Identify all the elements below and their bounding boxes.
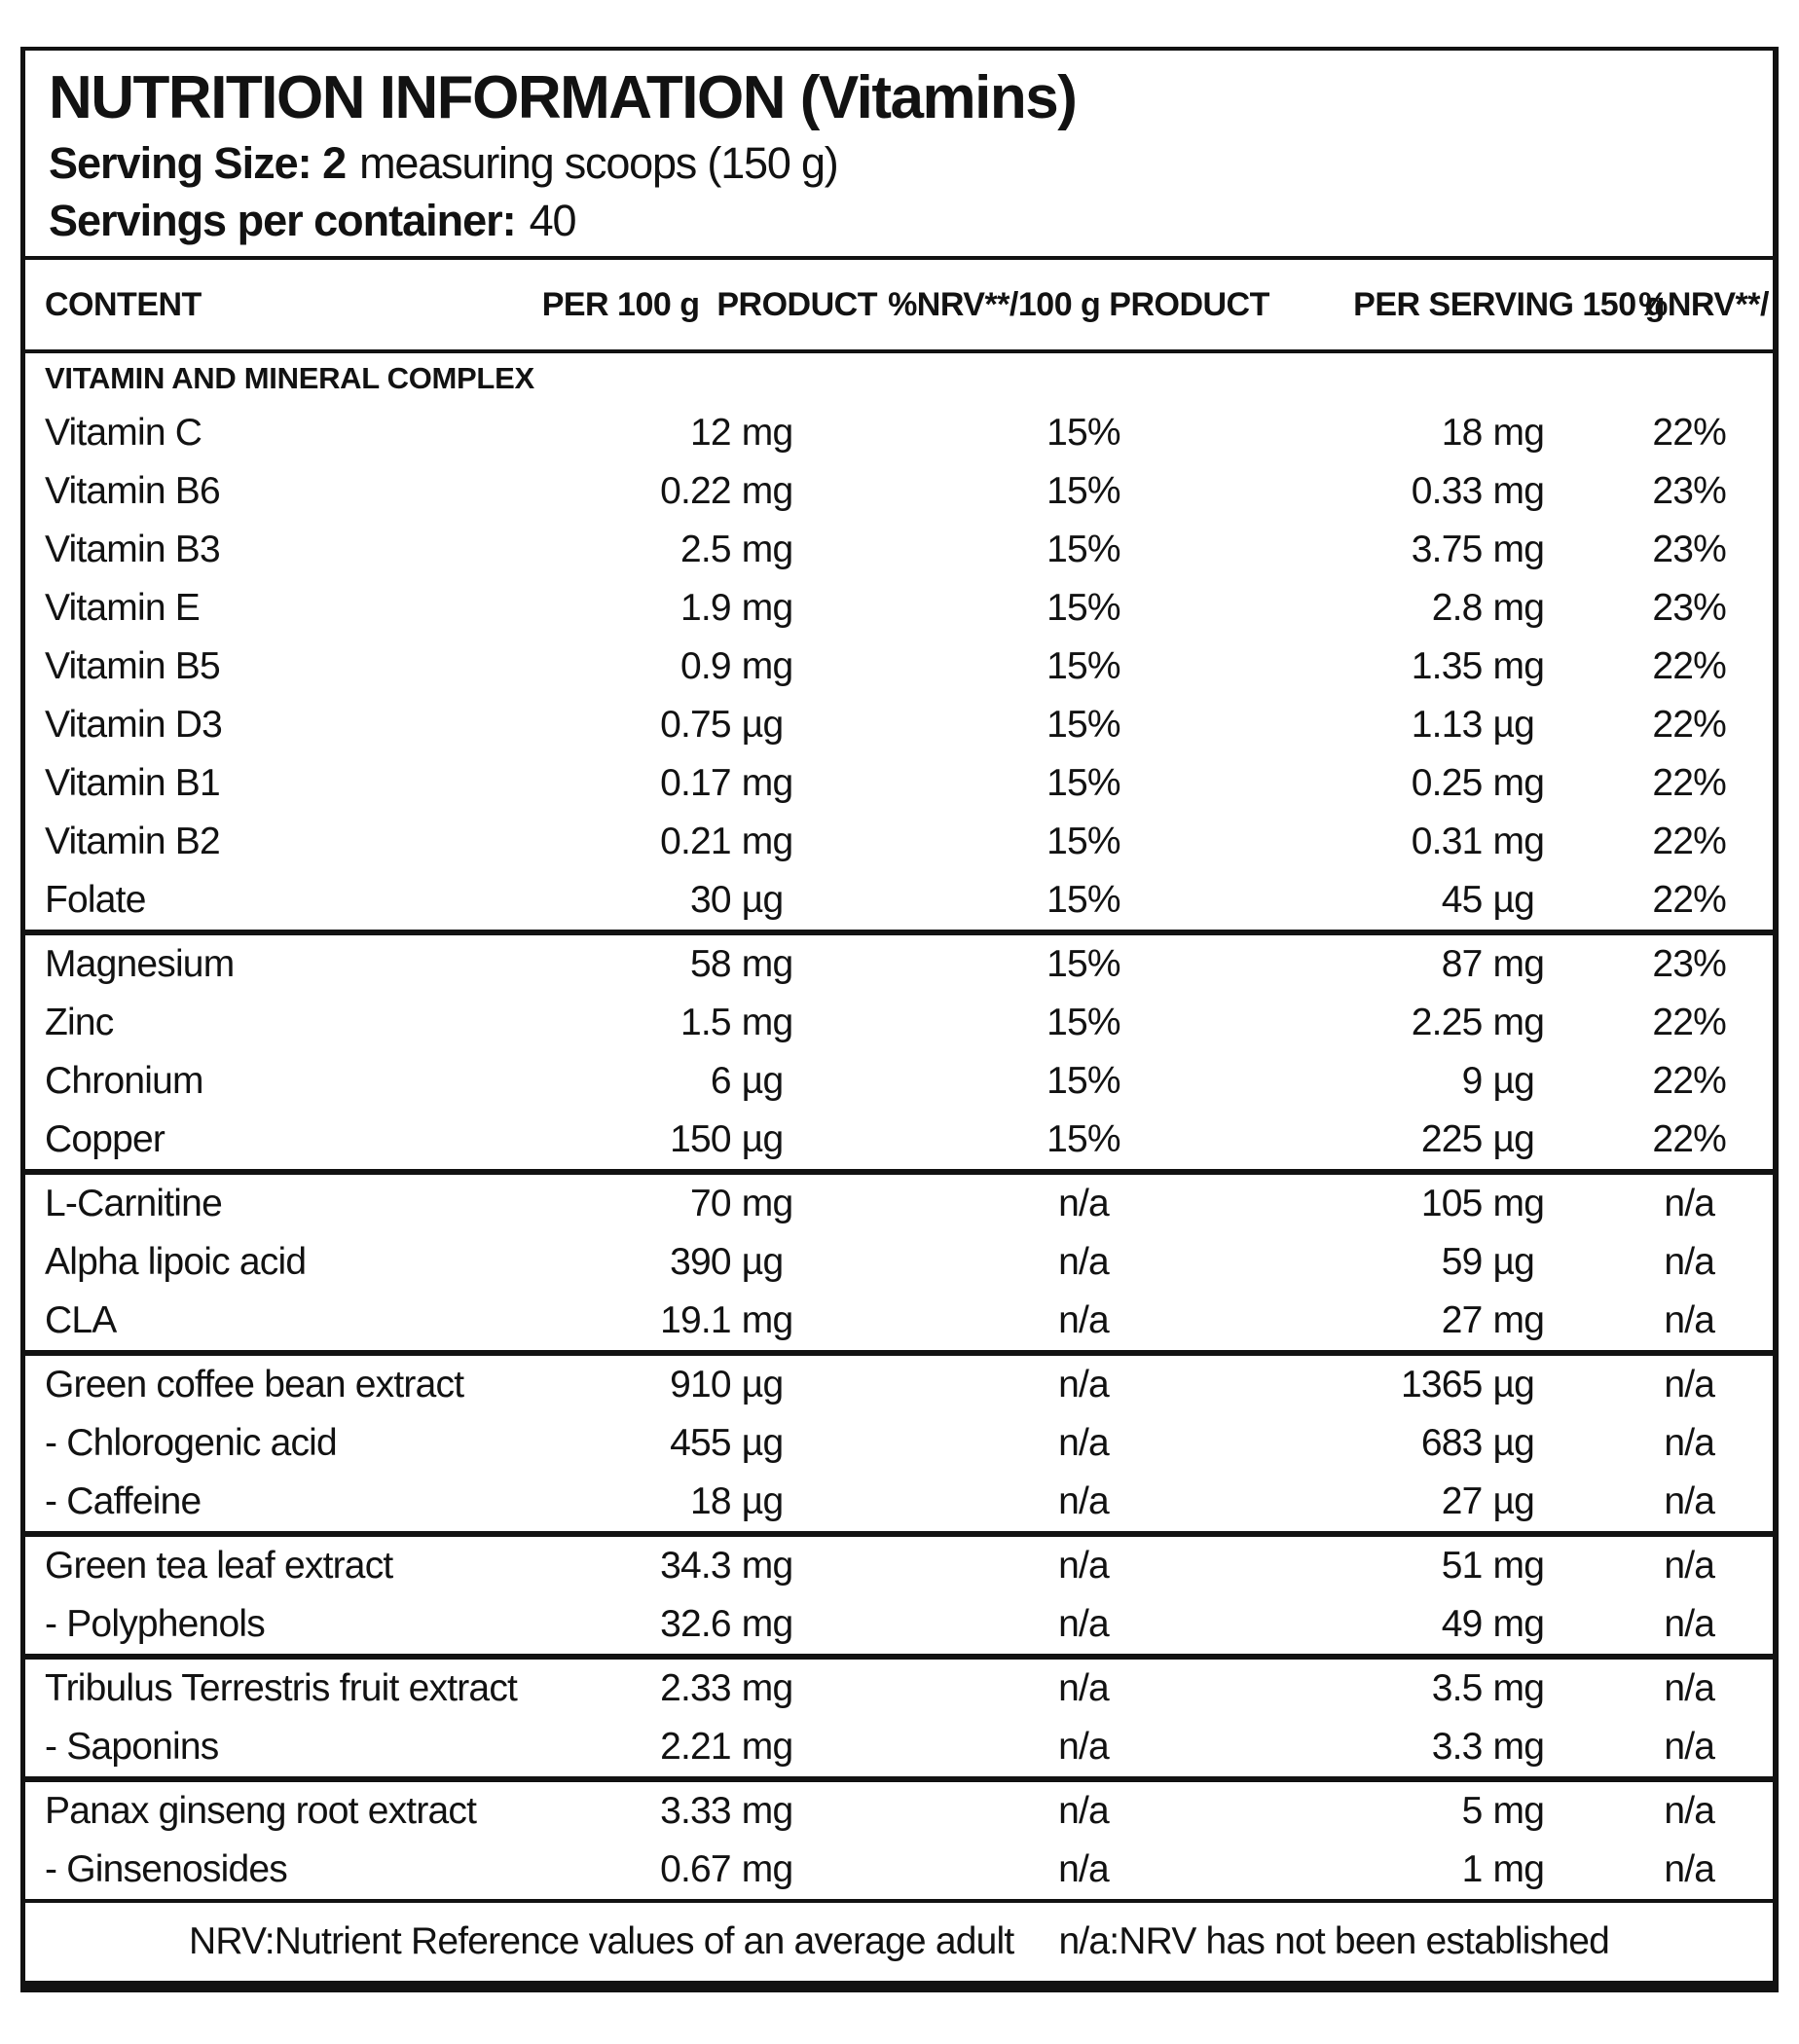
nrv-serving-cell: n/a: [1664, 1545, 1715, 1588]
content-cell: Magnesium: [45, 943, 235, 986]
nrv-100g-cell: n/a: [1058, 1603, 1109, 1646]
per-100g-value: 34.3: [660, 1545, 731, 1588]
nrv-100g-cell: n/a: [1058, 1364, 1109, 1406]
nrv-serving-cell: n/a: [1664, 1422, 1715, 1465]
content-cell: Vitamin E: [45, 587, 200, 630]
nrv-serving-cell: n/a: [1664, 1183, 1715, 1225]
column-header-per-100g: PER 100 g PRODUCT: [541, 285, 877, 323]
table-row: [25, 754, 1773, 813]
table-row: [25, 1595, 1773, 1654]
per-serving-unit: mg: [1492, 1299, 1545, 1342]
nrv-100g-cell: 15%: [1046, 470, 1120, 513]
content-cell: Vitamin B6: [45, 470, 220, 513]
table-body: [25, 353, 1773, 1899]
per-100g-unit: mg: [741, 1667, 793, 1710]
table-row: [25, 935, 1773, 994]
per-serving-value: 225: [1420, 1118, 1483, 1161]
column-header-per-serving: PER SERVING 150 g: [1353, 285, 1665, 323]
per-serving-unit: mg: [1492, 587, 1545, 630]
table-row: [25, 579, 1773, 638]
per-serving-cell: [1353, 587, 1580, 630]
per-100g-value: 19.1: [660, 1299, 731, 1342]
per-serving-value: 2.8: [1431, 587, 1483, 630]
table-row: [25, 1175, 1773, 1233]
nrv-serving-cell: n/a: [1664, 1603, 1715, 1646]
nrv-serving-cell: 22%: [1652, 704, 1727, 747]
per-100g-value: 455: [670, 1422, 731, 1465]
per-100g-value: 390: [670, 1241, 731, 1284]
nrv-serving-cell: n/a: [1664, 1241, 1715, 1284]
per-serving-value: 1.13: [1411, 704, 1483, 747]
column-header-nrv-100g: %NRV**/100 g PRODUCT: [888, 285, 1269, 323]
table-row: [25, 813, 1773, 871]
per-100g-cell: [480, 1848, 794, 1891]
per-serving-value: 3.5: [1431, 1667, 1483, 1710]
nrv-100g-cell: 15%: [1046, 879, 1120, 922]
nrv-100g-cell: n/a: [1058, 1299, 1109, 1342]
per-serving-unit: mg: [1492, 762, 1545, 805]
content-cell: Vitamin B1: [45, 762, 220, 805]
nrv-serving-cell: 22%: [1652, 412, 1727, 455]
per-100g-cell: [480, 412, 794, 455]
content-cell: Vitamin B3: [45, 529, 220, 571]
per-100g-value: 12: [690, 412, 731, 455]
per-100g-unit: mg: [741, 587, 793, 630]
per-serving-value: 59: [1441, 1241, 1483, 1284]
table-row: [25, 1414, 1773, 1473]
column-header-nrv-serving: %NRV**/: [1638, 285, 1769, 323]
table-row: [25, 1292, 1773, 1350]
per-100g-value: 1.9: [679, 587, 731, 630]
table-row: [25, 1660, 1773, 1718]
per-100g-unit: mg: [741, 1299, 793, 1342]
per-serving-value: 27: [1441, 1299, 1483, 1342]
per-serving-unit: mg: [1492, 821, 1545, 863]
per-100g-unit: mg: [741, 1790, 793, 1833]
column-header-row: [25, 260, 1773, 349]
table-row: [25, 1052, 1773, 1111]
nrv-serving-cell: n/a: [1664, 1480, 1715, 1523]
per-100g-value: 150: [670, 1118, 731, 1161]
per-100g-unit: mg: [741, 943, 793, 986]
per-100g-value: 58: [690, 943, 731, 986]
page-title: NUTRITION INFORMATION (Vitamins): [49, 64, 1077, 131]
content-cell: Copper: [45, 1118, 165, 1161]
table-row: [25, 994, 1773, 1052]
nrv-serving-cell: 23%: [1652, 587, 1727, 630]
content-cell: Vitamin B5: [45, 645, 220, 688]
per-serving-cell: [1353, 1422, 1580, 1465]
per-100g-unit: µg: [741, 704, 784, 747]
per-serving-value: 0.33: [1411, 470, 1483, 513]
per-serving-value: 87: [1441, 943, 1483, 986]
per-serving-value: 45: [1441, 879, 1483, 922]
label-header: [25, 51, 1773, 256]
per-serving-value: 18: [1441, 412, 1483, 455]
per-100g-unit: mg: [741, 1848, 793, 1891]
per-100g-cell: [480, 1299, 794, 1342]
table-row: [25, 871, 1773, 930]
nrv-serving-cell: 22%: [1652, 1060, 1727, 1103]
table-row: [25, 1537, 1773, 1595]
per-serving-unit: µg: [1492, 1241, 1535, 1284]
content-cell: CLA: [45, 1299, 117, 1342]
content-cell: Folate: [45, 879, 146, 922]
per-serving-cell: [1353, 704, 1580, 747]
section-title: VITAMIN AND MINERAL COMPLEX: [45, 361, 534, 396]
nrv-serving-cell: n/a: [1664, 1667, 1715, 1710]
per-serving-unit: mg: [1492, 412, 1545, 455]
per-serving-value: 1: [1461, 1848, 1483, 1891]
nrv-serving-cell: n/a: [1664, 1848, 1715, 1891]
per-100g-value: 0.17: [660, 762, 731, 805]
nrv-100g-cell: 15%: [1046, 587, 1120, 630]
content-cell: Chronium: [45, 1060, 203, 1103]
per-100g-unit: µg: [741, 879, 784, 922]
serving-size-value: measuring scoops (150 g): [359, 137, 838, 188]
per-100g-cell: [480, 1241, 794, 1284]
nrv-serving-cell: 22%: [1652, 645, 1727, 688]
per-100g-unit: µg: [741, 1422, 784, 1465]
per-100g-cell: [480, 1603, 794, 1646]
content-cell: Vitamin C: [45, 412, 202, 455]
per-serving-unit: mg: [1492, 1726, 1545, 1769]
per-serving-cell: [1353, 879, 1580, 922]
per-100g-unit: mg: [741, 1726, 793, 1769]
per-serving-unit: mg: [1492, 1545, 1545, 1588]
per-100g-unit: µg: [741, 1364, 784, 1406]
table-row: [25, 1356, 1773, 1414]
per-serving-value: 3.3: [1431, 1726, 1483, 1769]
per-serving-value: 1.35: [1411, 645, 1483, 688]
per-100g-unit: µg: [741, 1241, 784, 1284]
per-100g-value: 0.75: [660, 704, 731, 747]
footnote-na-definition: n/a:NRV has not been established: [1058, 1920, 1610, 1963]
per-serving-cell: [1353, 943, 1580, 986]
nrv-serving-cell: 23%: [1652, 529, 1727, 571]
per-serving-unit: mg: [1492, 1848, 1545, 1891]
nrv-100g-cell: 15%: [1046, 1002, 1120, 1044]
per-100g-cell: [480, 704, 794, 747]
per-100g-cell: [480, 529, 794, 571]
per-serving-cell: [1353, 1726, 1580, 1769]
table-row: [25, 462, 1773, 521]
table-row: [25, 1782, 1773, 1841]
per-serving-cell: [1353, 1060, 1580, 1103]
per-serving-cell: [1353, 1603, 1580, 1646]
per-serving-unit: mg: [1492, 1183, 1545, 1225]
nrv-100g-cell: 15%: [1046, 412, 1120, 455]
table-row: [25, 521, 1773, 579]
column-header-content: CONTENT: [45, 285, 202, 323]
per-100g-cell: [480, 645, 794, 688]
nrv-100g-cell: 15%: [1046, 762, 1120, 805]
per-100g-unit: µg: [741, 1118, 784, 1161]
per-100g-cell: [480, 1183, 794, 1225]
per-serving-cell: [1353, 1241, 1580, 1284]
content-cell: L-Carnitine: [45, 1183, 222, 1225]
nutrition-label: [20, 47, 1779, 1992]
table-row: [25, 638, 1773, 696]
per-100g-value: 0.67: [660, 1848, 731, 1891]
per-100g-cell: [480, 1002, 794, 1044]
per-100g-value: 0.21: [660, 821, 731, 863]
nrv-100g-cell: n/a: [1058, 1480, 1109, 1523]
table-row: [25, 1473, 1773, 1531]
per-100g-value: 3.33: [660, 1790, 731, 1833]
per-serving-cell: [1353, 1480, 1580, 1523]
per-serving-value: 683: [1420, 1422, 1483, 1465]
per-serving-unit: mg: [1492, 1667, 1545, 1710]
per-100g-cell: [480, 587, 794, 630]
content-cell: - Chlorogenic acid: [45, 1422, 337, 1465]
content-cell: Green coffee bean extract: [45, 1364, 464, 1406]
per-serving-unit: µg: [1492, 879, 1535, 922]
per-serving-value: 27: [1441, 1480, 1483, 1523]
nrv-100g-cell: 15%: [1046, 943, 1120, 986]
content-cell: - Ginsenosides: [45, 1848, 287, 1891]
per-100g-cell: [480, 1364, 794, 1406]
content-cell: Panax ginseng root extract: [45, 1790, 477, 1833]
per-100g-cell: [480, 943, 794, 986]
table-row: [25, 1841, 1773, 1899]
per-serving-unit: µg: [1492, 1364, 1535, 1406]
per-100g-cell: [480, 1545, 794, 1588]
per-100g-unit: mg: [741, 529, 793, 571]
content-cell: - Saponins: [45, 1726, 219, 1769]
nrv-serving-cell: 22%: [1652, 1002, 1727, 1044]
per-100g-value: 0.9: [679, 645, 731, 688]
per-serving-cell: [1353, 412, 1580, 455]
nrv-100g-cell: 15%: [1046, 1118, 1120, 1161]
servings-per-container-line: [49, 195, 1749, 246]
nrv-100g-cell: n/a: [1058, 1790, 1109, 1833]
per-serving-cell: [1353, 762, 1580, 805]
per-serving-cell: [1353, 645, 1580, 688]
nrv-100g-cell: n/a: [1058, 1241, 1109, 1284]
content-cell: Zinc: [45, 1002, 114, 1044]
per-100g-cell: [480, 470, 794, 513]
nrv-100g-cell: 15%: [1046, 529, 1120, 571]
per-serving-cell: [1353, 1002, 1580, 1044]
table-row: [25, 1111, 1773, 1169]
servings-label: Servings per container:: [49, 196, 516, 246]
content-cell: - Polyphenols: [45, 1603, 265, 1646]
per-100g-unit: µg: [741, 1060, 784, 1103]
per-serving-unit: mg: [1492, 470, 1545, 513]
nrv-100g-cell: 15%: [1046, 821, 1120, 863]
per-100g-unit: mg: [741, 412, 793, 455]
per-100g-cell: [480, 821, 794, 863]
per-serving-unit: µg: [1492, 1480, 1535, 1523]
per-100g-cell: [480, 1060, 794, 1103]
per-serving-unit: mg: [1492, 943, 1545, 986]
nrv-serving-cell: 22%: [1652, 1118, 1727, 1161]
content-cell: Vitamin B2: [45, 821, 220, 863]
per-serving-cell: [1353, 821, 1580, 863]
per-100g-unit: mg: [741, 1603, 793, 1646]
per-100g-value: 18: [690, 1480, 731, 1523]
per-serving-value: 105: [1420, 1183, 1483, 1225]
per-100g-cell: [480, 762, 794, 805]
per-100g-cell: [480, 1790, 794, 1833]
per-serving-value: 0.25: [1411, 762, 1483, 805]
per-100g-unit: mg: [741, 645, 793, 688]
per-100g-cell: [480, 1726, 794, 1769]
per-serving-unit: µg: [1492, 704, 1535, 747]
per-serving-cell: [1353, 1667, 1580, 1710]
per-serving-unit: µg: [1492, 1060, 1535, 1103]
per-serving-cell: [1353, 1545, 1580, 1588]
nrv-serving-cell: 23%: [1652, 943, 1727, 986]
per-100g-value: 2.21: [660, 1726, 731, 1769]
nrv-serving-cell: 22%: [1652, 821, 1727, 863]
per-serving-unit: mg: [1492, 529, 1545, 571]
per-serving-cell: [1353, 470, 1580, 513]
per-serving-value: 0.31: [1411, 821, 1483, 863]
per-100g-value: 32.6: [660, 1603, 731, 1646]
per-serving-value: 49: [1441, 1603, 1483, 1646]
per-100g-unit: mg: [741, 1545, 793, 1588]
content-cell: Alpha lipoic acid: [45, 1241, 307, 1284]
per-100g-value: 0.22: [660, 470, 731, 513]
per-100g-value: 70: [690, 1183, 731, 1225]
per-serving-unit: mg: [1492, 645, 1545, 688]
per-serving-cell: [1353, 1364, 1580, 1406]
nrv-100g-cell: n/a: [1058, 1183, 1109, 1225]
nrv-100g-cell: n/a: [1058, 1545, 1109, 1588]
nrv-100g-cell: n/a: [1058, 1667, 1109, 1710]
serving-size-label: Serving Size: 2: [49, 137, 347, 188]
nrv-100g-cell: n/a: [1058, 1848, 1109, 1891]
per-100g-unit: mg: [741, 762, 793, 805]
per-serving-cell: [1353, 1183, 1580, 1225]
per-serving-unit: mg: [1492, 1790, 1545, 1833]
per-serving-cell: [1353, 1790, 1580, 1833]
nrv-100g-cell: n/a: [1058, 1422, 1109, 1465]
nrv-100g-cell: 15%: [1046, 704, 1120, 747]
per-serving-value: 1365: [1400, 1364, 1483, 1406]
content-cell: Vitamin D3: [45, 704, 223, 747]
per-100g-cell: [480, 1667, 794, 1710]
per-serving-cell: [1353, 529, 1580, 571]
per-serving-value: 51: [1441, 1545, 1483, 1588]
per-serving-value: 2.25: [1411, 1002, 1483, 1044]
table-row: [25, 1233, 1773, 1292]
per-serving-cell: [1353, 1848, 1580, 1891]
per-100g-unit: mg: [741, 470, 793, 513]
content-cell: - Caffeine: [45, 1480, 202, 1523]
servings-value: 40: [529, 196, 576, 246]
per-100g-value: 910: [670, 1364, 731, 1406]
per-serving-value: 9: [1461, 1060, 1483, 1103]
table-row: [25, 696, 1773, 754]
per-100g-cell: [480, 879, 794, 922]
nrv-serving-cell: n/a: [1664, 1364, 1715, 1406]
nrv-100g-cell: 15%: [1046, 645, 1120, 688]
per-100g-unit: µg: [741, 1480, 784, 1523]
per-100g-cell: [480, 1422, 794, 1465]
nrv-serving-cell: 22%: [1652, 879, 1727, 922]
serving-size-line: [49, 137, 1749, 189]
per-100g-unit: mg: [741, 1183, 793, 1225]
per-100g-value: 30: [690, 879, 731, 922]
nrv-serving-cell: 23%: [1652, 470, 1727, 513]
content-cell: Tribulus Terrestris fruit extract: [45, 1667, 518, 1710]
nrv-serving-cell: n/a: [1664, 1299, 1715, 1342]
nrv-100g-cell: n/a: [1058, 1726, 1109, 1769]
content-cell: Green tea leaf extract: [45, 1545, 393, 1588]
per-serving-unit: µg: [1492, 1118, 1535, 1161]
footnote-nrv-definition: NRV:Nutrient Reference values of an average adult: [188, 1920, 1014, 1963]
per-serving-value: 5: [1461, 1790, 1483, 1833]
table-row: [25, 404, 1773, 462]
per-100g-cell: [480, 1118, 794, 1161]
per-serving-unit: mg: [1492, 1603, 1545, 1646]
nrv-serving-cell: n/a: [1664, 1790, 1715, 1833]
per-100g-value: 2.33: [660, 1667, 731, 1710]
per-100g-unit: mg: [741, 821, 793, 863]
per-100g-value: 2.5: [679, 529, 731, 571]
per-100g-value: 6: [710, 1060, 731, 1103]
per-serving-value: 3.75: [1411, 529, 1483, 571]
footnote: [25, 1903, 1773, 1981]
nrv-100g-cell: 15%: [1046, 1060, 1120, 1103]
table-row: [25, 1718, 1773, 1776]
per-serving-cell: [1353, 1299, 1580, 1342]
per-serving-cell: [1353, 1118, 1580, 1161]
nrv-serving-cell: n/a: [1664, 1726, 1715, 1769]
per-100g-unit: mg: [741, 1002, 793, 1044]
per-100g-cell: [480, 1480, 794, 1523]
per-serving-unit: mg: [1492, 1002, 1545, 1044]
per-100g-value: 1.5: [679, 1002, 731, 1044]
nrv-serving-cell: 22%: [1652, 762, 1727, 805]
per-serving-unit: µg: [1492, 1422, 1535, 1465]
